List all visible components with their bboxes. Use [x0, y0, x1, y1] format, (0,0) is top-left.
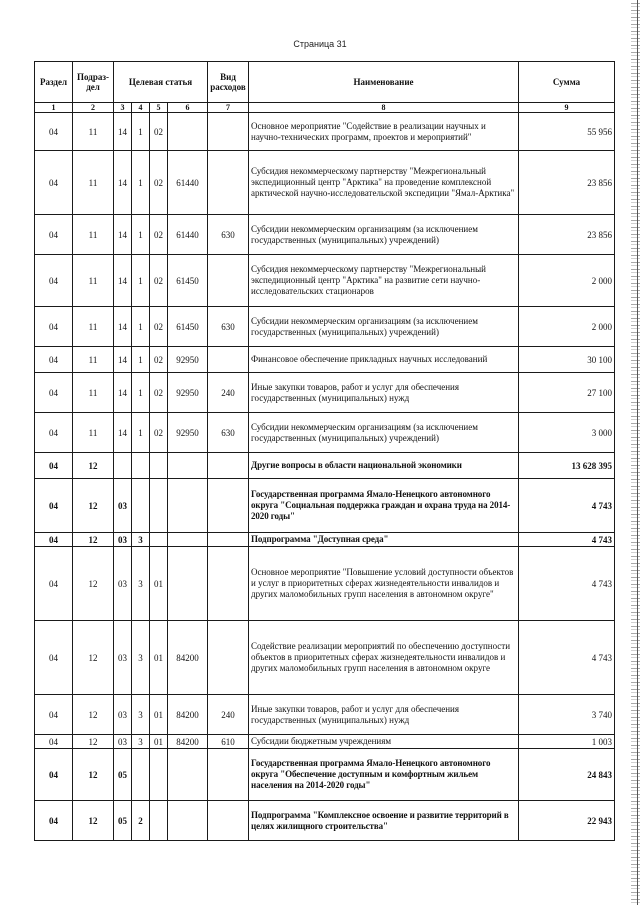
podrazdel-cell: 11	[73, 373, 114, 413]
name-cell: Другие вопросы в области национальной экономики	[249, 453, 519, 479]
page-label: Страница 31	[293, 39, 347, 49]
vid-cell: 630	[208, 215, 249, 255]
sum-cell: 55 956	[519, 113, 615, 151]
target-code-cell: 92950	[168, 373, 208, 413]
table-row	[35, 533, 615, 547]
sum-cell: 4 743	[519, 479, 615, 533]
target-code-cell: 84200	[168, 695, 208, 735]
target-event-cell	[150, 533, 168, 547]
razdel-cell: 04	[35, 533, 73, 547]
target-code-cell: 92950	[168, 347, 208, 373]
target-subprogram-cell: 1	[132, 413, 150, 453]
name-cell: Субсидии некоммерческим организациям (за исключением государственных (муниципальных) учреждений)	[249, 215, 519, 255]
budget-table	[34, 61, 615, 841]
podrazdel-cell: 11	[73, 255, 114, 307]
col-number: 7	[208, 103, 249, 113]
sum-cell: 13 628 395	[519, 453, 615, 479]
name-cell: Основное мероприятие "Содействие в реализации научных и научно-технических программ, проектов и мероприятий"	[249, 113, 519, 151]
target-code-cell	[168, 547, 208, 621]
target-code-cell: 61450	[168, 307, 208, 347]
table-row	[35, 215, 615, 255]
target-code-cell: 61450	[168, 255, 208, 307]
podrazdel-cell: 11	[73, 151, 114, 215]
podrazdel-cell: 12	[73, 533, 114, 547]
podrazdel-cell: 11	[73, 413, 114, 453]
name-cell: Государственная программа Ямало-Ненецкого автономного округа "Социальная поддержка граждан и охрана труда на 2014-2020 годы"	[249, 479, 519, 533]
col-name: Наименование	[249, 62, 519, 103]
target-program-cell: 14	[114, 113, 132, 151]
target-subprogram-cell: 2	[132, 801, 150, 841]
podrazdel-cell: 11	[73, 347, 114, 373]
target-event-cell: 01	[150, 735, 168, 749]
target-event-cell: 01	[150, 621, 168, 695]
target-code-cell: 84200	[168, 621, 208, 695]
target-code-cell	[168, 801, 208, 841]
sum-cell: 4 743	[519, 621, 615, 695]
target-code-cell	[168, 533, 208, 547]
target-subprogram-cell: 1	[132, 307, 150, 347]
col-number: 2	[73, 103, 114, 113]
table-body	[35, 113, 615, 841]
target-program-cell: 05	[114, 749, 132, 801]
vid-cell	[208, 453, 249, 479]
sum-cell: 3 000	[519, 413, 615, 453]
table-header-row	[35, 62, 615, 103]
table-row	[35, 453, 615, 479]
razdel-cell: 04	[35, 453, 73, 479]
target-program-cell: 14	[114, 413, 132, 453]
col-number: 6	[168, 103, 208, 113]
vid-cell	[208, 255, 249, 307]
sum-cell: 2 000	[519, 255, 615, 307]
name-cell: Субсидия некоммерческому партнерству "Межрегиональный экспедиционный центр "Арктика" на развитие сети научно-исследовательских стационаров	[249, 255, 519, 307]
vid-cell: 630	[208, 307, 249, 347]
table-row	[35, 113, 615, 151]
target-subprogram-cell: 1	[132, 347, 150, 373]
vid-cell	[208, 347, 249, 373]
podrazdel-cell: 12	[73, 695, 114, 735]
target-code-cell	[168, 453, 208, 479]
col-number: 3	[114, 103, 132, 113]
target-program-cell: 03	[114, 695, 132, 735]
razdel-cell: 04	[35, 801, 73, 841]
target-subprogram-cell	[132, 749, 150, 801]
target-code-cell	[168, 479, 208, 533]
podrazdel-cell: 12	[73, 547, 114, 621]
table-row	[35, 801, 615, 841]
razdel-cell: 04	[35, 695, 73, 735]
razdel-cell: 04	[35, 479, 73, 533]
vid-cell	[208, 533, 249, 547]
col-number: 9	[519, 103, 615, 113]
target-program-cell: 14	[114, 151, 132, 215]
sum-cell: 4 743	[519, 547, 615, 621]
target-program-cell	[114, 453, 132, 479]
target-program-cell: 14	[114, 215, 132, 255]
name-cell: Содействие реализации мероприятий по обеспечению доступности объектов в приоритетных сферах жизнедеятельности инвалидов и других маломобильных групп населения в автономном округе	[249, 621, 519, 695]
vid-cell	[208, 151, 249, 215]
name-cell: Финансовое обеспечение прикладных научных исследований	[249, 347, 519, 373]
razdel-cell: 04	[35, 113, 73, 151]
sum-cell: 30 100	[519, 347, 615, 373]
target-program-cell: 03	[114, 621, 132, 695]
table-row	[35, 621, 615, 695]
target-program-cell: 03	[114, 735, 132, 749]
vid-cell: 240	[208, 695, 249, 735]
name-cell: Субсидии некоммерческим организациям (за исключением государственных (муниципальных) учреждений)	[249, 307, 519, 347]
target-subprogram-cell: 3	[132, 695, 150, 735]
target-subprogram-cell	[132, 479, 150, 533]
col-number: 1	[35, 103, 73, 113]
target-code-cell: 61440	[168, 215, 208, 255]
vid-cell	[208, 479, 249, 533]
podrazdel-cell: 12	[73, 801, 114, 841]
razdel-cell: 04	[35, 749, 73, 801]
razdel-cell: 04	[35, 413, 73, 453]
podrazdel-cell: 11	[73, 307, 114, 347]
col-podrazdel: Подраз-дел	[73, 62, 114, 103]
podrazdel-cell: 11	[73, 215, 114, 255]
vid-cell	[208, 547, 249, 621]
podrazdel-cell: 12	[73, 479, 114, 533]
razdel-cell: 04	[35, 547, 73, 621]
table-row	[35, 479, 615, 533]
col-number: 5	[150, 103, 168, 113]
table-row	[35, 749, 615, 801]
name-cell: Субсидия некоммерческому партнерству "Межрегиональный экспедиционный центр "Арктика" на проведение комплексной арктической научно-исследовательской экспедиции "Ямал-Арктика"	[249, 151, 519, 215]
target-subprogram-cell: 3	[132, 735, 150, 749]
col-number: 8	[249, 103, 519, 113]
name-cell: Субсидии бюджетным учреждениям	[249, 735, 519, 749]
target-subprogram-cell: 1	[132, 151, 150, 215]
target-event-cell: 01	[150, 547, 168, 621]
vid-cell	[208, 801, 249, 841]
vid-cell	[208, 113, 249, 151]
table-row	[35, 255, 615, 307]
table-row	[35, 347, 615, 373]
name-cell: Субсидии некоммерческим организациям (за исключением государственных (муниципальных) учреждений)	[249, 413, 519, 453]
col-target: Целевая статья	[114, 62, 208, 103]
target-subprogram-cell	[132, 453, 150, 479]
target-program-cell: 14	[114, 347, 132, 373]
table-row	[35, 547, 615, 621]
target-subprogram-cell: 1	[132, 113, 150, 151]
podrazdel-cell: 12	[73, 749, 114, 801]
target-program-cell: 14	[114, 255, 132, 307]
razdel-cell: 04	[35, 255, 73, 307]
target-subprogram-cell: 1	[132, 373, 150, 413]
sum-cell: 3 740	[519, 695, 615, 735]
name-cell: Государственная программа Ямало-Ненецкого автономного округа "Обеспечение доступным и комфортным жильем населения на 2014-2020 годы"	[249, 749, 519, 801]
sum-cell: 4 743	[519, 533, 615, 547]
target-program-cell: 05	[114, 801, 132, 841]
target-event-cell	[150, 801, 168, 841]
target-subprogram-cell: 3	[132, 621, 150, 695]
target-program-cell: 03	[114, 479, 132, 533]
target-event-cell	[150, 479, 168, 533]
sum-cell: 23 856	[519, 215, 615, 255]
razdel-cell: 04	[35, 373, 73, 413]
target-code-cell	[168, 749, 208, 801]
table-row	[35, 151, 615, 215]
target-code-cell: 92950	[168, 413, 208, 453]
target-event-cell: 02	[150, 373, 168, 413]
vid-cell	[208, 621, 249, 695]
sum-cell: 27 100	[519, 373, 615, 413]
target-subprogram-cell: 3	[132, 533, 150, 547]
name-cell: Иные закупки товаров, работ и услуг для обеспечения государственных (муниципальных) нужд	[249, 373, 519, 413]
sum-cell: 22 943	[519, 801, 615, 841]
vid-cell	[208, 749, 249, 801]
target-event-cell	[150, 749, 168, 801]
target-program-cell: 14	[114, 307, 132, 347]
column-number-row	[35, 103, 615, 113]
scan-edge	[631, 0, 640, 905]
target-event-cell: 02	[150, 255, 168, 307]
podrazdel-cell: 12	[73, 621, 114, 695]
target-event-cell: 02	[150, 113, 168, 151]
target-code-cell: 61440	[168, 151, 208, 215]
sum-cell: 1 003	[519, 735, 615, 749]
table-row	[35, 735, 615, 749]
name-cell: Подпрограмма "Комплексное освоение и развитие территорий в целях жилищного строительства"	[249, 801, 519, 841]
razdel-cell: 04	[35, 347, 73, 373]
scan-edge-line	[637, 0, 638, 905]
target-code-cell: 84200	[168, 735, 208, 749]
target-program-cell: 03	[114, 547, 132, 621]
table-row	[35, 695, 615, 735]
sum-cell: 2 000	[519, 307, 615, 347]
table-row	[35, 413, 615, 453]
table-row	[35, 373, 615, 413]
col-sum: Сумма	[519, 62, 615, 103]
vid-cell: 610	[208, 735, 249, 749]
col-vid: Вид расходов	[208, 62, 249, 103]
razdel-cell: 04	[35, 215, 73, 255]
podrazdel-cell: 12	[73, 735, 114, 749]
sum-cell: 24 843	[519, 749, 615, 801]
table-row	[35, 307, 615, 347]
target-event-cell: 02	[150, 347, 168, 373]
target-program-cell: 14	[114, 373, 132, 413]
col-razdel: Раздел	[35, 62, 73, 103]
sum-cell: 23 856	[519, 151, 615, 215]
target-event-cell: 02	[150, 307, 168, 347]
target-event-cell: 02	[150, 413, 168, 453]
target-event-cell: 02	[150, 215, 168, 255]
target-code-cell	[168, 113, 208, 151]
podrazdel-cell: 12	[73, 453, 114, 479]
razdel-cell: 04	[35, 735, 73, 749]
name-cell: Основное мероприятие "Повышение условий доступности объектов и услуг в приоритетных сферах жизнедеятельности инвалидов и других маломобильных групп населения в автономном округе"	[249, 547, 519, 621]
name-cell: Подпрограмма "Доступная среда"	[249, 533, 519, 547]
vid-cell: 240	[208, 373, 249, 413]
col-number: 4	[132, 103, 150, 113]
target-event-cell	[150, 453, 168, 479]
target-event-cell: 01	[150, 695, 168, 735]
target-event-cell: 02	[150, 151, 168, 215]
target-subprogram-cell: 3	[132, 547, 150, 621]
vid-cell: 630	[208, 413, 249, 453]
razdel-cell: 04	[35, 307, 73, 347]
target-program-cell: 03	[114, 533, 132, 547]
target-subprogram-cell: 1	[132, 215, 150, 255]
razdel-cell: 04	[35, 621, 73, 695]
name-cell: Иные закупки товаров, работ и услуг для обеспечения государственных (муниципальных) нужд	[249, 695, 519, 735]
razdel-cell: 04	[35, 151, 73, 215]
target-subprogram-cell: 1	[132, 255, 150, 307]
podrazdel-cell: 11	[73, 113, 114, 151]
